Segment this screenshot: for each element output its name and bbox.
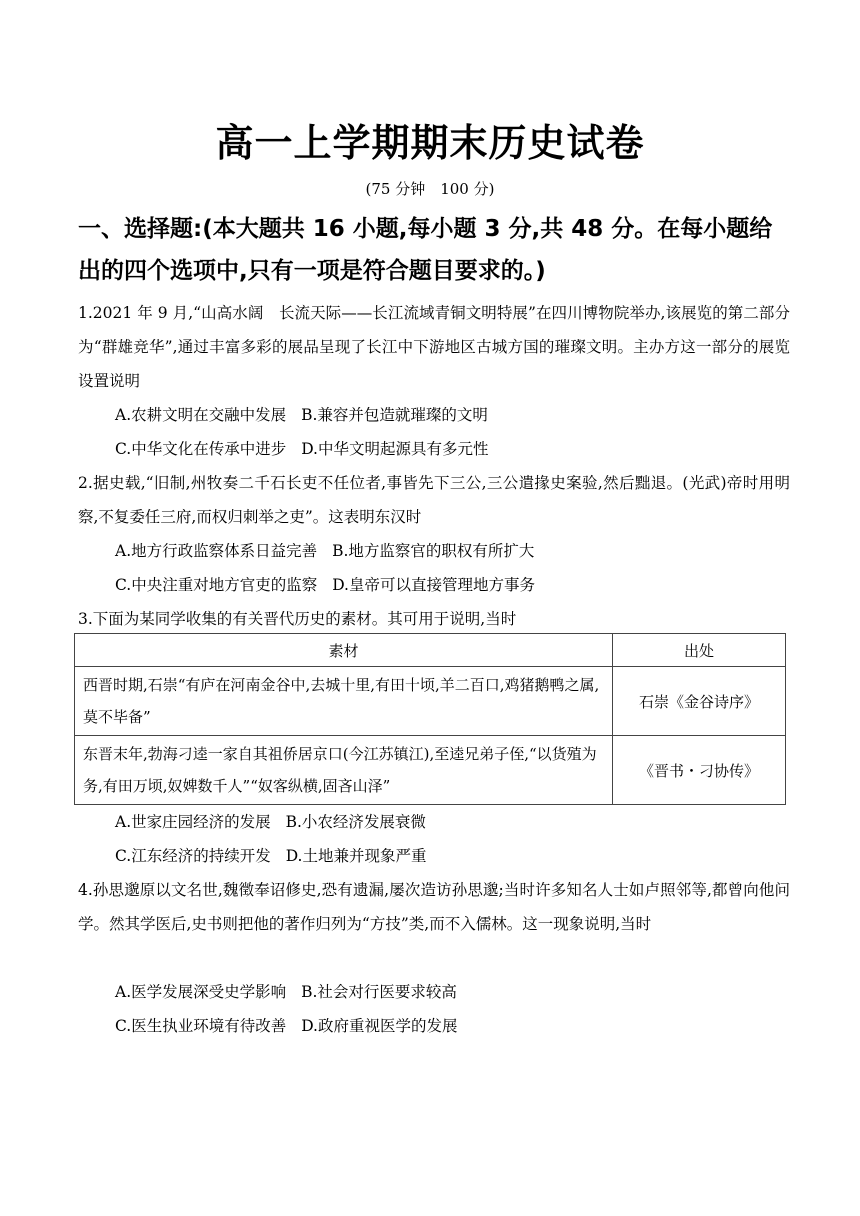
question-3-option-c: C.江东经济的持续开发 (115, 847, 271, 865)
section-heading: 一、选择题:(本大题共 16 小题,每小题 3 分,共 48 分。在每小题给出的四个选项中,只有一项是符合题目要求的。) (78, 216, 773, 284)
table-cell-source: 石崇《金谷诗序》 (613, 667, 786, 736)
question-1-option-c: C.中华文化在传承中进步 (115, 440, 287, 458)
question-2-options-row-2 (115, 568, 795, 602)
table-cell-material: 东晋末年,勃海刁逵一家自其祖侨居京口(今江苏镇江),至逵兄弟子侄,“以货殖为务,有田万顷,奴婢数千人”“奴客纵横,固吝山泽” (75, 736, 613, 805)
question-4-stem: 4.孙思邈原以文名世,魏徵奉诏修史,恐有遗漏,屡次造访孙思邈;当时许多知名人士如卢照邻等,都曾向他问学。然其学医后,史书则把他的著作归列为“方技”类,而不入儒林。这一现象说明,当时 (78, 881, 790, 933)
question-2-option-c: C.中央注重对地方官吏的监察 (115, 576, 318, 594)
table-header-source: 出处 (613, 634, 786, 667)
question-2-options-row-1 (115, 534, 795, 568)
question-3-stem: 3.下面为某同学收集的有关晋代历史的素材。其可用于说明,当时 (78, 610, 517, 628)
source-material-table (74, 633, 786, 805)
question-2-option-d: D.皇帝可以直接管理地方事务 (332, 576, 535, 594)
table-cell-material: 西晋时期,石崇“有庐在河南金谷中,去城十里,有田十顷,羊二百口,鸡猪鹅鸭之属,莫不毕备” (75, 667, 613, 736)
question-2-option-a: A.地方行政监察体系日益完善 (115, 542, 318, 560)
question-4-option-a: A.医学发展深受史学影响 (115, 983, 287, 1001)
question-1-option-d: D.中华文明起源具有多元性 (301, 440, 489, 458)
exam-title: 高一上学期期末历史试卷 (215, 120, 645, 165)
table-row (75, 667, 786, 736)
question-1-stem: 1.2021 年 9 月,“山高水阔 长流天际——长江流域青铜文明特展”在四川博物院举办,该展览的第二部分为“群雄竞华”,通过丰富多彩的展品呈现了长江中下游地区古城方国的璀璨文明。主办方这一部分的展览设置说明 (78, 304, 790, 390)
exam-duration-score: (75 分钟 100 分) (365, 180, 495, 198)
question-3-options-row-1 (115, 805, 795, 839)
question-1-option-b: B.兼容并包造就璀璨的文明 (301, 406, 488, 424)
question-3-option-d: D.土地兼并现象严重 (285, 847, 427, 865)
question-2-option-b: B.地方监察官的职权有所扩大 (332, 542, 535, 560)
question-3-options-row-2 (115, 839, 795, 873)
question-4-option-d: D.政府重视医学的发展 (301, 1017, 458, 1035)
question-1-options-row-2 (115, 432, 795, 466)
table-header-material: 素材 (75, 634, 613, 667)
question-3-option-b: B.小农经济发展衰微 (285, 813, 426, 831)
question-1-option-a: A.农耕文明在交融中发展 (115, 406, 287, 424)
question-3-option-a: A.世家庄园经济的发展 (115, 813, 271, 831)
question-4-option-b: B.社会对行医要求较高 (301, 983, 457, 1001)
question-1-options-row-1 (115, 398, 795, 432)
table-row (75, 736, 786, 805)
question-4-option-c: C.医生执业环境有待改善 (115, 1017, 287, 1035)
question-2-stem: 2.据史载,“旧制,州牧奏二千石长吏不任位者,事皆先下三公,三公遣掾史案验,然后黜退。(光武)帝时用明察,不复委任三府,而权归刺举之吏”。这表明东汉时 (78, 474, 790, 526)
table-header-row (75, 634, 786, 667)
question-4-options-row-2 (115, 1009, 795, 1043)
question-4-options-row-1 (115, 975, 795, 1009)
table-cell-source: 《晋书・刁协传》 (613, 736, 786, 805)
